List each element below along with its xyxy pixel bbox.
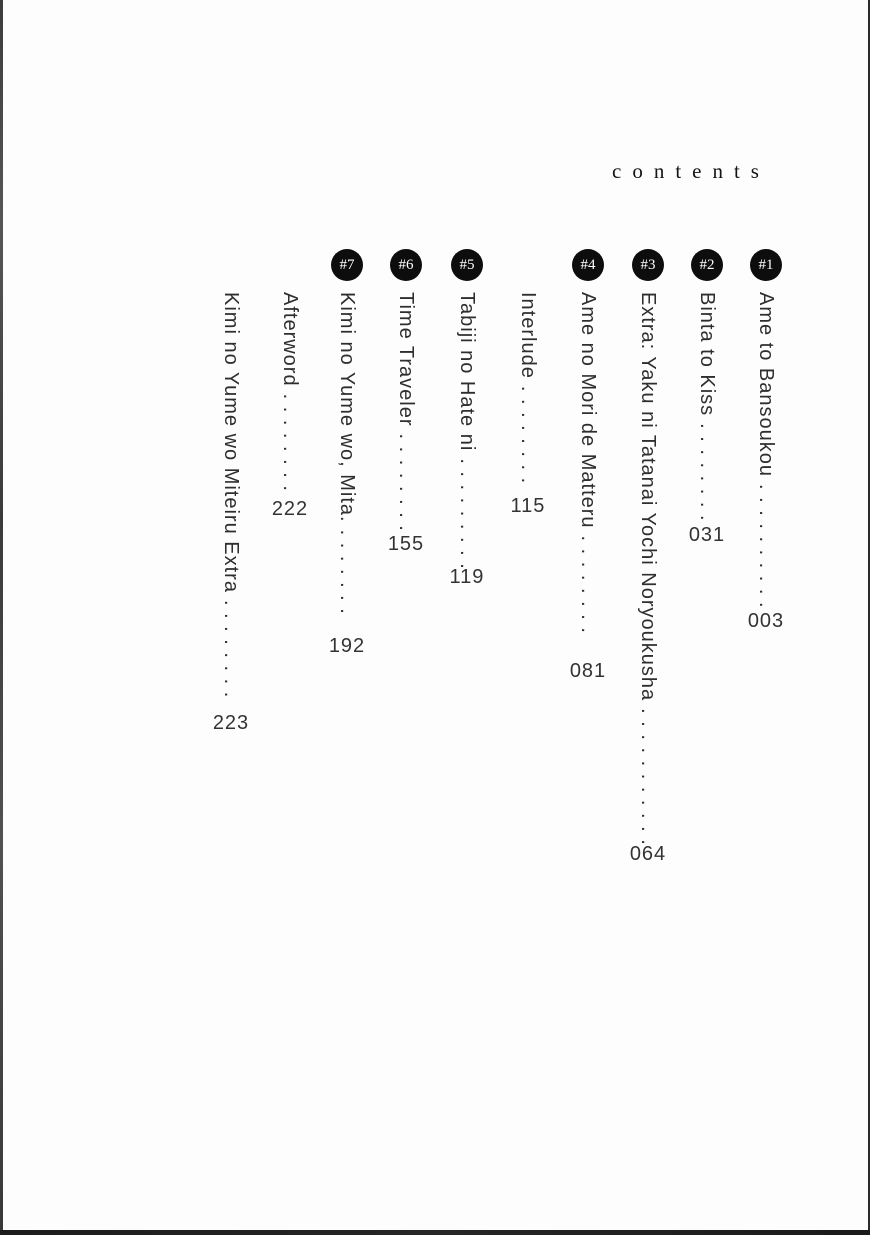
toc-entry-3-dot-leader: . . . . . . . . . . . — [637, 708, 659, 846]
toc-entry-5-title: Tabiji no Hate ni — [456, 292, 478, 452]
scan-edge-left — [0, 0, 3, 1235]
toc-entry-2-title-line — [692, 292, 722, 522]
chapter-1-badge — [750, 249, 782, 281]
toc-entry-1-dot-leader: . . . . . . . . . . — [755, 484, 777, 609]
chapter-4-badge-label: #4 — [580, 256, 596, 273]
chapter-2-badge-label: #2 — [699, 256, 715, 273]
chapter-3-badge — [632, 249, 664, 281]
chapter-1-badge-label: #1 — [758, 256, 774, 273]
chapter-5-badge — [451, 249, 483, 281]
toc-entry-interlude-dot-leader: . . . . . . . . — [517, 385, 539, 485]
toc-entry-7-page-number: 192 — [328, 635, 366, 657]
toc-entry-extra-title-line — [216, 292, 246, 698]
toc-entry-5-title-line — [452, 292, 482, 570]
chapter-2-badge — [691, 249, 723, 281]
toc-entry-4-page-number: 081 — [569, 660, 607, 682]
toc-entry-4-dot-leader: . . . . . . . . — [577, 535, 599, 634]
chapter-6-badge-label: #6 — [398, 256, 414, 273]
chapter-5-badge-label: #5 — [459, 256, 475, 273]
toc-entry-1-title-line — [751, 292, 781, 609]
toc-entry-interlude-page-number: 115 — [510, 495, 546, 517]
toc-entry-2-title: Binta to Kiss — [696, 292, 718, 417]
chapter-7-badge — [331, 249, 363, 281]
toc-entry-afterword-dot-leader: . . . . . . . . — [279, 393, 301, 492]
chapter-6-badge — [390, 249, 422, 281]
chapter-3-badge-label: #3 — [640, 256, 656, 273]
scan-edge-bottom — [0, 1230, 870, 1235]
toc-entry-extra-page-number: 223 — [212, 712, 250, 734]
toc-entry-6-page-number: 155 — [387, 533, 425, 555]
toc-entry-extra-title: Kimi no Yume wo Miteiru Extra — [220, 292, 242, 593]
toc-entry-4-title-line — [573, 292, 603, 634]
toc-entry-extra-dot-leader: . . . . . . . . — [220, 599, 242, 699]
toc-entry-7-title: Kimi no Yume wo, Mita. — [336, 292, 358, 523]
toc-entry-2-dot-leader: . . . . . . . . — [696, 423, 718, 522]
toc-entry-6-title: Time Traveler — [395, 292, 417, 427]
toc-entry-afterword-title-line — [275, 292, 305, 492]
page-title: contents — [612, 159, 770, 183]
toc-entry-6-dot-leader: . . . . . . . . — [395, 433, 417, 532]
toc-entry-3-title-line — [633, 292, 663, 846]
toc-entry-3-title: Extra: Yaku ni Tatanai Yochi Noryoukusha — [637, 292, 659, 702]
toc-entry-6-title-line — [391, 292, 421, 532]
toc-entry-5-page-number: 119 — [449, 566, 485, 588]
toc-entry-4-title: Ame no Mori de Matteru — [577, 292, 599, 529]
toc-entry-afterword-page-number: 222 — [271, 498, 309, 520]
toc-entry-2-page-number: 031 — [688, 524, 726, 546]
toc-entry-afterword-title: Afterword — [279, 292, 301, 387]
chapter-4-badge — [572, 249, 604, 281]
toc-entry-interlude-title-line — [513, 292, 543, 484]
toc-entry-7-title-line — [332, 292, 362, 615]
chapter-7-badge-label: #7 — [339, 256, 355, 273]
toc-entry-5-dot-leader: . . . . . . . . . — [456, 458, 478, 570]
toc-entry-1-title: Ame to Bansoukou — [755, 292, 777, 477]
toc-entry-3-page-number: 064 — [629, 843, 667, 865]
toc-entry-1-page-number: 003 — [747, 610, 785, 632]
toc-entry-interlude-title: Interlude — [517, 292, 539, 379]
toc-entry-7-dot-leader: . . . . . . . — [336, 529, 358, 615]
